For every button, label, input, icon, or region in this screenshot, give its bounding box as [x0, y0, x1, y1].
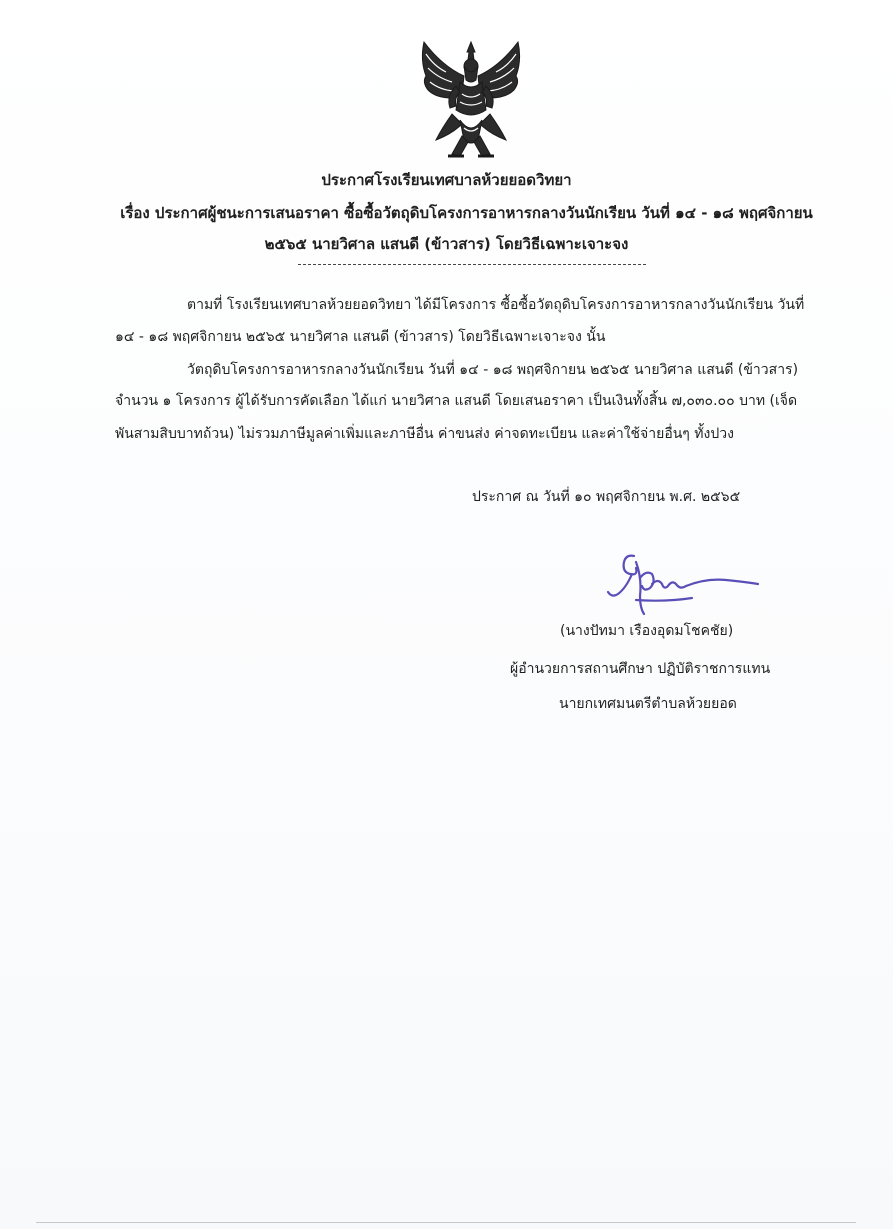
paragraph-2-line-3: พันสามสิบบาทถ้วน) ไม่รวมภาษีมูลค่าเพิ่มและภาษีอื่น ค่าขนส่ง ค่าจดทะเบียน และค่าใช้จ่ายอื่นๆ ทั้งปวง: [115, 426, 734, 442]
handwritten-signature: [596, 548, 764, 622]
divider-line: [298, 264, 646, 265]
document-subject-line-2: ๒๕๖๕ นายวิศาล แสนดี (ข้าวสาร) โดยวิธีเฉพาะเจาะจง: [264, 235, 629, 253]
garuda-emblem-icon: [412, 36, 530, 160]
document-subject-line-1: เรื่อง ประกาศผู้ชนะการเสนอราคา ซื้อซื้อวัตถุดิบโครงการอาหารกลางวันนักเรียน วันที่ ๑๔ - ๑๘ พฤศจิกายน: [120, 204, 813, 222]
paragraph-1-line-2: ๑๔ - ๑๘ พฤศจิกายน ๒๕๖๕ นายวิศาล แสนดี (ข้าวสาร) โดยวิธีเฉพาะเจาะจง นั้น: [115, 329, 606, 345]
announcement-date: ประกาศ ณ วันที่ ๑๐ พฤศจิกายน พ.ศ. ๒๕๖๕: [472, 489, 741, 505]
paragraph-1-line-1: ตามที่ โรงเรียนเทศบาลห้วยยอดวิทยา ได้มีโครงการ ซื้อซื้อวัตถุดิบโครงการอาหารกลางวันนักเรียน วันที่: [187, 297, 805, 313]
document-title: ประกาศโรงเรียนเทศบาลห้วยยอดวิทยา: [321, 171, 572, 189]
signer-position-1: ผู้อำนวยการสถานศึกษา ปฏิบัติราชการแทน: [510, 661, 771, 677]
signer-position-2: นายกเทศมนตรีตำบลห้วยยอด: [559, 696, 737, 712]
signer-name: (นางปัทมา เรืองอุดมโชคชัย): [560, 623, 734, 639]
paragraph-2-line-2: จำนวน ๑ โครงการ ผู้ได้รับการคัดเลือก ได้แก่ นายวิศาล แสนดี โดยเสนอราคา เป็นเงินทั้งสิ้น ๗,๐๓๐.๐๐ บาท (เจ็ด: [115, 393, 798, 409]
paragraph-2-line-1: วัตถุดิบโครงการอาหารกลางวันนักเรียน วันที่ ๑๔ - ๑๘ พฤศจิกายน ๒๕๖๕ นายวิศาล แสนดี (ข้าวสาร): [187, 362, 799, 378]
page-bottom-edge: [36, 1222, 856, 1223]
